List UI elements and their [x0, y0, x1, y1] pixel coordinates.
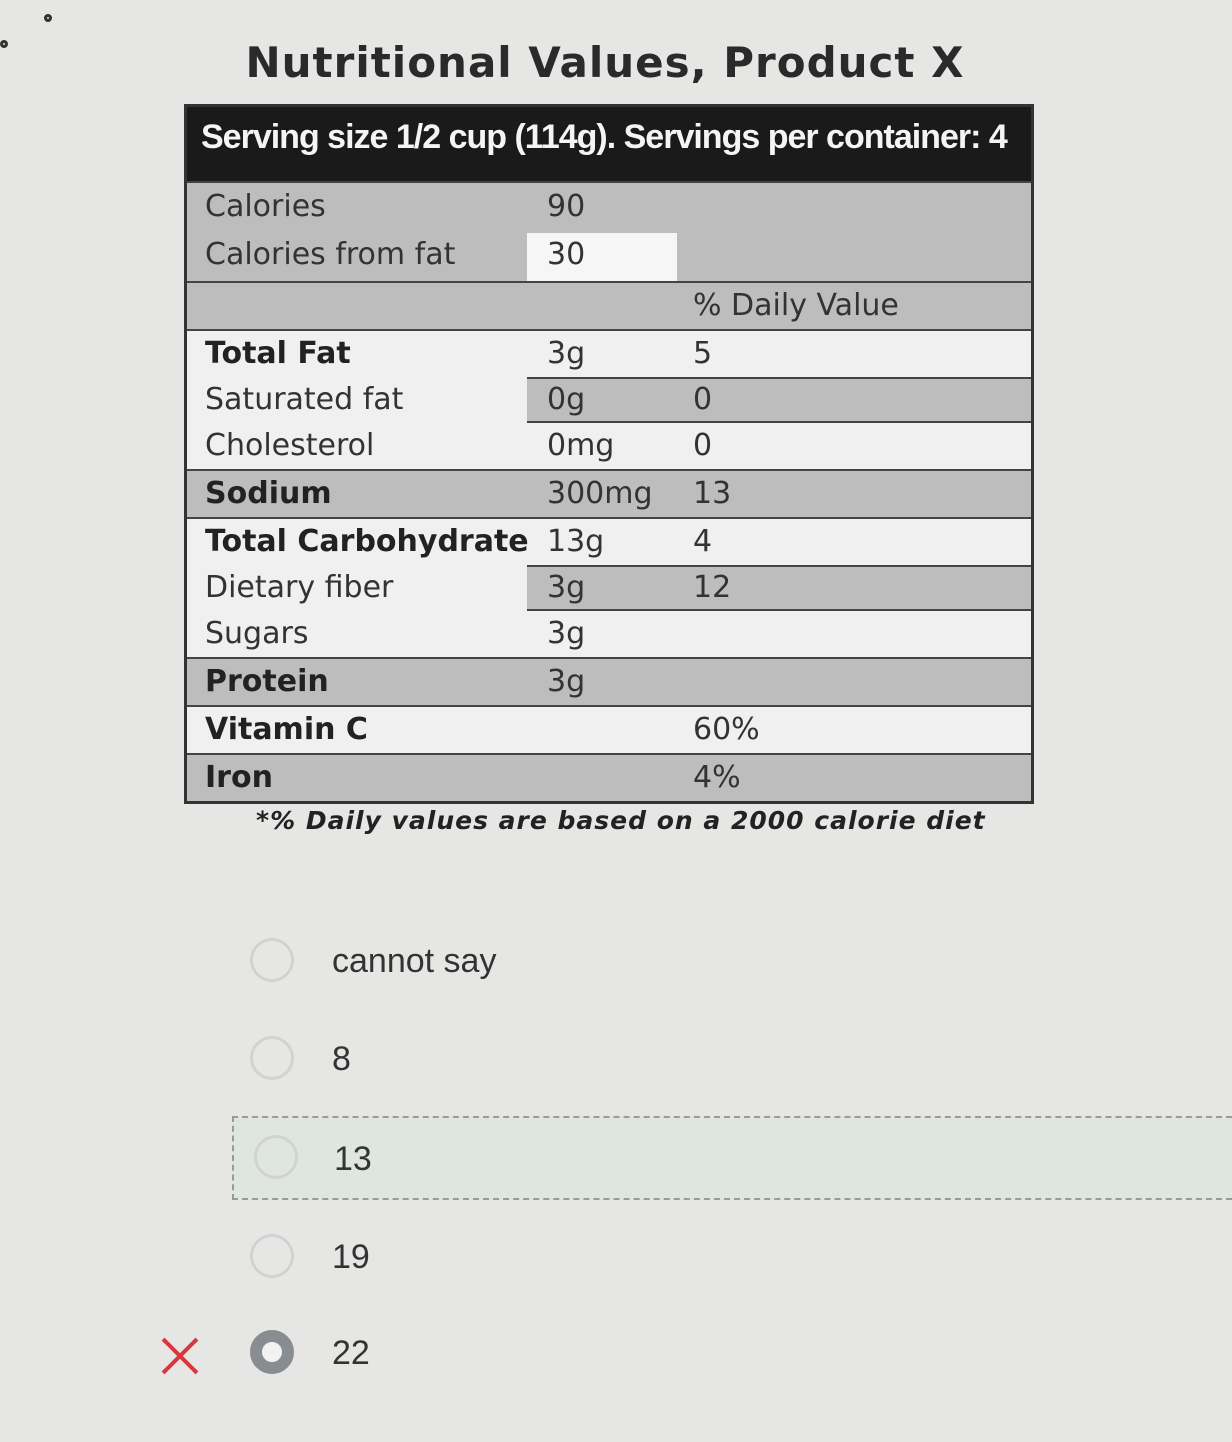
- total-fat-label: Total Fat: [205, 336, 351, 371]
- radio-button[interactable]: [254, 1135, 298, 1179]
- iron-dv: 4%: [693, 760, 741, 795]
- radio-button[interactable]: [250, 938, 294, 982]
- total-carb-amount: 13g: [547, 524, 605, 559]
- vitamin-c-row: [187, 705, 1031, 753]
- option-19[interactable]: [248, 1222, 1228, 1294]
- calories-fat-value: 30: [547, 237, 586, 272]
- option-22-selected[interactable]: [248, 1318, 1228, 1390]
- calories-value: 90: [547, 189, 586, 224]
- cholesterol-dv: 0: [693, 428, 713, 463]
- vitamin-c-dv: 60%: [693, 712, 760, 747]
- daily-value-header-row: [187, 281, 1031, 329]
- sodium-amount: 300mg: [547, 476, 653, 511]
- protein-row: [187, 657, 1031, 705]
- option-8[interactable]: [248, 1024, 1228, 1096]
- cholesterol-label: Cholesterol: [205, 428, 375, 463]
- saturated-fat-dv: 0: [693, 382, 713, 417]
- serving-info: Serving size 1/2 cup (114g). Servings per container: 4: [187, 107, 1031, 181]
- sodium-row: [187, 469, 1031, 517]
- fiber-dv: 12: [693, 570, 732, 605]
- option-label: 8: [332, 1040, 351, 1078]
- calories-section: [187, 181, 1031, 281]
- total-carb-label: Total Carbohydrate: [205, 524, 529, 559]
- vitamin-c-label: Vitamin C: [205, 712, 368, 747]
- protein-label: Protein: [205, 664, 329, 699]
- iron-row: [187, 753, 1031, 801]
- cholesterol-amount: 0mg: [547, 428, 615, 463]
- fiber-amount: 3g: [547, 570, 586, 605]
- carbohydrate-section: [187, 517, 1031, 657]
- sodium-label: Sodium: [205, 476, 332, 511]
- fiber-label: Dietary fiber: [205, 570, 394, 605]
- nutrition-table: [184, 104, 1034, 804]
- incorrect-x-icon: [160, 1336, 200, 1376]
- calories-label: Calories: [205, 189, 326, 224]
- radio-button[interactable]: [250, 1036, 294, 1080]
- option-label: 22: [332, 1334, 370, 1372]
- iron-label: Iron: [205, 760, 273, 795]
- total-fat-amount: 3g: [547, 336, 586, 371]
- saturated-fat-label: Saturated fat: [205, 382, 404, 417]
- fat-section: [187, 329, 1031, 469]
- daily-value-header: % Daily Value: [693, 288, 899, 323]
- option-cannot-say[interactable]: [248, 926, 1228, 998]
- radio-button[interactable]: [250, 1234, 294, 1278]
- fiber-shade: [527, 565, 1031, 611]
- page-title: Nutritional Values, Product X: [245, 38, 965, 87]
- sodium-dv: 13: [693, 476, 732, 511]
- option-label: cannot say: [332, 942, 497, 980]
- total-carb-dv: 4: [693, 524, 713, 559]
- sugars-amount: 3g: [547, 616, 586, 651]
- total-fat-dv: 5: [693, 336, 713, 371]
- footnote: *% Daily values are based on a 2000 calorie diet: [256, 806, 986, 835]
- calories-fat-label: Calories from fat: [205, 237, 456, 272]
- radio-button-selected[interactable]: [250, 1330, 294, 1374]
- saturated-fat-shade: [527, 377, 1031, 423]
- option-label: 13: [334, 1140, 372, 1178]
- option-13-correct[interactable]: [232, 1116, 1232, 1200]
- saturated-fat-amount: 0g: [547, 382, 586, 417]
- sugars-label: Sugars: [205, 616, 309, 651]
- protein-amount: 3g: [547, 664, 586, 699]
- option-label: 19: [332, 1238, 370, 1276]
